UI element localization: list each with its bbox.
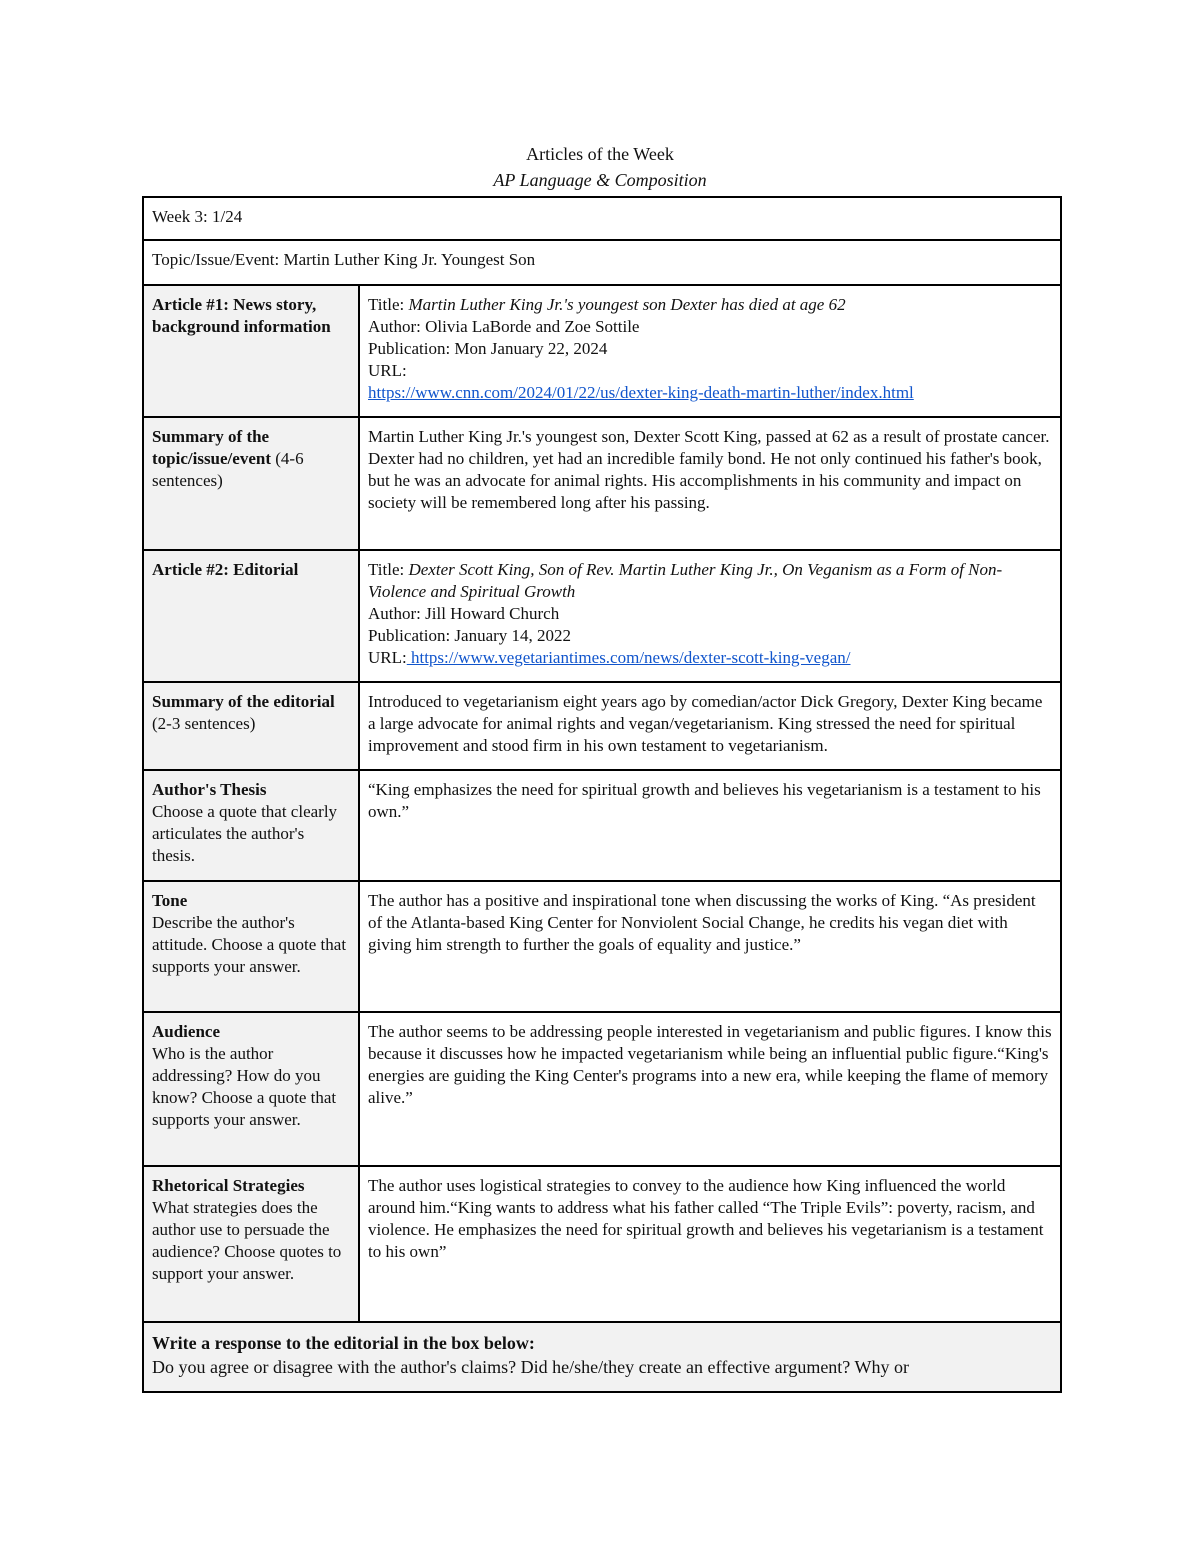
article2-author: Author: Jill Howard Church xyxy=(368,604,560,623)
thesis-label-note: Choose a quote that clearly articulates the author's thesis. xyxy=(152,802,338,865)
audience-text: The author seems to be addressing people interested in vegetarianism and public figures. I know this because it discusses how he impacted vegetarianism while being an influential public figure.“King's energies are guiding the King Center's programs into a new era, while keeping the flame of memory alive.” xyxy=(359,1012,1061,1166)
topic-row xyxy=(143,240,1061,285)
article1-title-prefix: Title: xyxy=(368,295,409,314)
article2-url-line xyxy=(368,647,1052,669)
topic-cell: Topic/Issue/Event: Martin Luther King Jr. Youngest Son xyxy=(143,240,1061,285)
article2-label-cell xyxy=(143,550,359,682)
article2-row xyxy=(143,550,1061,682)
article1-publication: Publication: Mon January 22, 2024 xyxy=(368,339,608,358)
audience-label-cell xyxy=(143,1012,359,1166)
summary-editorial-text: Introduced to vegetarianism eight years ago by comedian/actor Dick Gregory, Dexter King became a large advocate for animal rights and vegan/vegetarianism. King stressed the need for spiritual improvement and stood firm in his own testament to vegetarianism. xyxy=(359,682,1061,770)
tone-label: Tone xyxy=(152,891,188,910)
summary-topic-row xyxy=(143,417,1061,550)
tone-label-note: Describe the author's attitude. Choose a quote that supports your answer. xyxy=(152,913,347,976)
thesis-row xyxy=(143,770,1061,881)
article1-info-cell xyxy=(359,285,1061,417)
summary-topic-label: Summary of the topic/issue/event xyxy=(152,427,271,468)
audience-row xyxy=(143,1012,1061,1166)
thesis-text: “King emphasizes the need for spiritual growth and believes his vegetarianism is a testament to his own.” xyxy=(359,770,1061,881)
article2-title: Dexter Scott King, Son of Rev. Martin Luther King Jr., On Veganism as a Form of Non-Violence and Spiritual Growth xyxy=(368,560,1003,601)
audience-label-note: Who is the author addressing? How do you know? Choose a quote that supports your answer. xyxy=(152,1044,337,1129)
article1-url-label: URL: xyxy=(368,361,407,380)
thesis-label-cell xyxy=(143,770,359,881)
summary-editorial-label-note: (2-3 sentences) xyxy=(152,714,256,733)
article2-title-line xyxy=(368,559,1052,603)
summary-topic-label-note: (4-6 sentences) xyxy=(152,449,304,490)
response-prompt: Do you agree or disagree with the author's claims? Did he/she/they create an effective argument? Why or xyxy=(152,1357,909,1377)
article2-url-link[interactable]: https://www.vegetariantimes.com/news/dexter-scott-king-vegan/ xyxy=(406,648,851,667)
rhetorical-label: Rhetorical Strategies xyxy=(152,1176,305,1195)
article2-label: Article #2: Editorial xyxy=(152,560,299,579)
article1-row xyxy=(143,285,1061,417)
tone-text: The author has a positive and inspirational tone when discussing the works of King. “As president of the Atlanta-based King Center for Nonviolent Social Change, he credits his vegan diet with giving him strength to further the goals of equality and justice.” xyxy=(359,881,1061,1012)
thesis-label: Author's Thesis xyxy=(152,780,267,799)
page-subtitle: AP Language & Composition xyxy=(493,170,707,190)
summary-topic-label-cell xyxy=(143,417,359,550)
week-cell: Week 3: 1/24 xyxy=(143,197,1061,240)
audience-label: Audience xyxy=(152,1022,220,1041)
article1-author: Author: Olivia LaBorde and Zoe Sottile xyxy=(368,317,640,336)
article1-label: Article #1: News story, background information xyxy=(152,295,331,336)
summary-editorial-label-cell xyxy=(143,682,359,770)
tone-label-cell xyxy=(143,881,359,1012)
article1-url-link[interactable]: https://www.cnn.com/2024/01/22/us/dexter-king-death-martin-luther/index.html xyxy=(368,383,914,402)
response-heading: Write a response to the editorial in the box below: xyxy=(152,1333,535,1353)
tone-row xyxy=(143,881,1061,1012)
response-cell xyxy=(143,1322,1061,1392)
article1-label-cell xyxy=(143,285,359,417)
rhetorical-label-cell xyxy=(143,1166,359,1322)
article2-publication: Publication: January 14, 2022 xyxy=(368,626,572,645)
summary-topic-text: Martin Luther King Jr.'s youngest son, Dexter Scott King, passed at 62 as a result of prostate cancer. Dexter had no children, yet had an incredible family bond. He not only continued his father's book, but he was an advocate for animal rights. His accomplishments in his community and impact on society will be remembered long after his passing. xyxy=(359,417,1061,550)
week-row xyxy=(143,197,1061,240)
response-row xyxy=(143,1322,1061,1392)
summary-editorial-label: Summary of the editorial xyxy=(152,692,335,711)
rhetorical-text: The author uses logistical strategies to convey to the audience how King influenced the world around him.“King wants to address what his father called “The Triple Evils”: poverty, racism, and violence. He emphasizes the need for spiritual growth and believes his vegetarianism is a testament to his own” xyxy=(359,1166,1061,1322)
summary-editorial-row xyxy=(143,682,1061,770)
worksheet-table xyxy=(142,196,1062,1393)
rhetorical-row xyxy=(143,1166,1061,1322)
page-header xyxy=(0,141,1200,193)
rhetorical-label-note: What strategies does the author use to persuade the audience? Choose quotes to support your answer. xyxy=(152,1198,342,1283)
article2-url-label: URL: xyxy=(368,648,407,667)
article1-title: Martin Luther King Jr.'s youngest son Dexter has died at age 62 xyxy=(408,295,846,314)
article1-title-line xyxy=(368,294,1052,316)
article2-info-cell xyxy=(359,550,1061,682)
page-title: Articles of the Week xyxy=(526,144,674,164)
article2-title-prefix: Title: xyxy=(368,560,409,579)
